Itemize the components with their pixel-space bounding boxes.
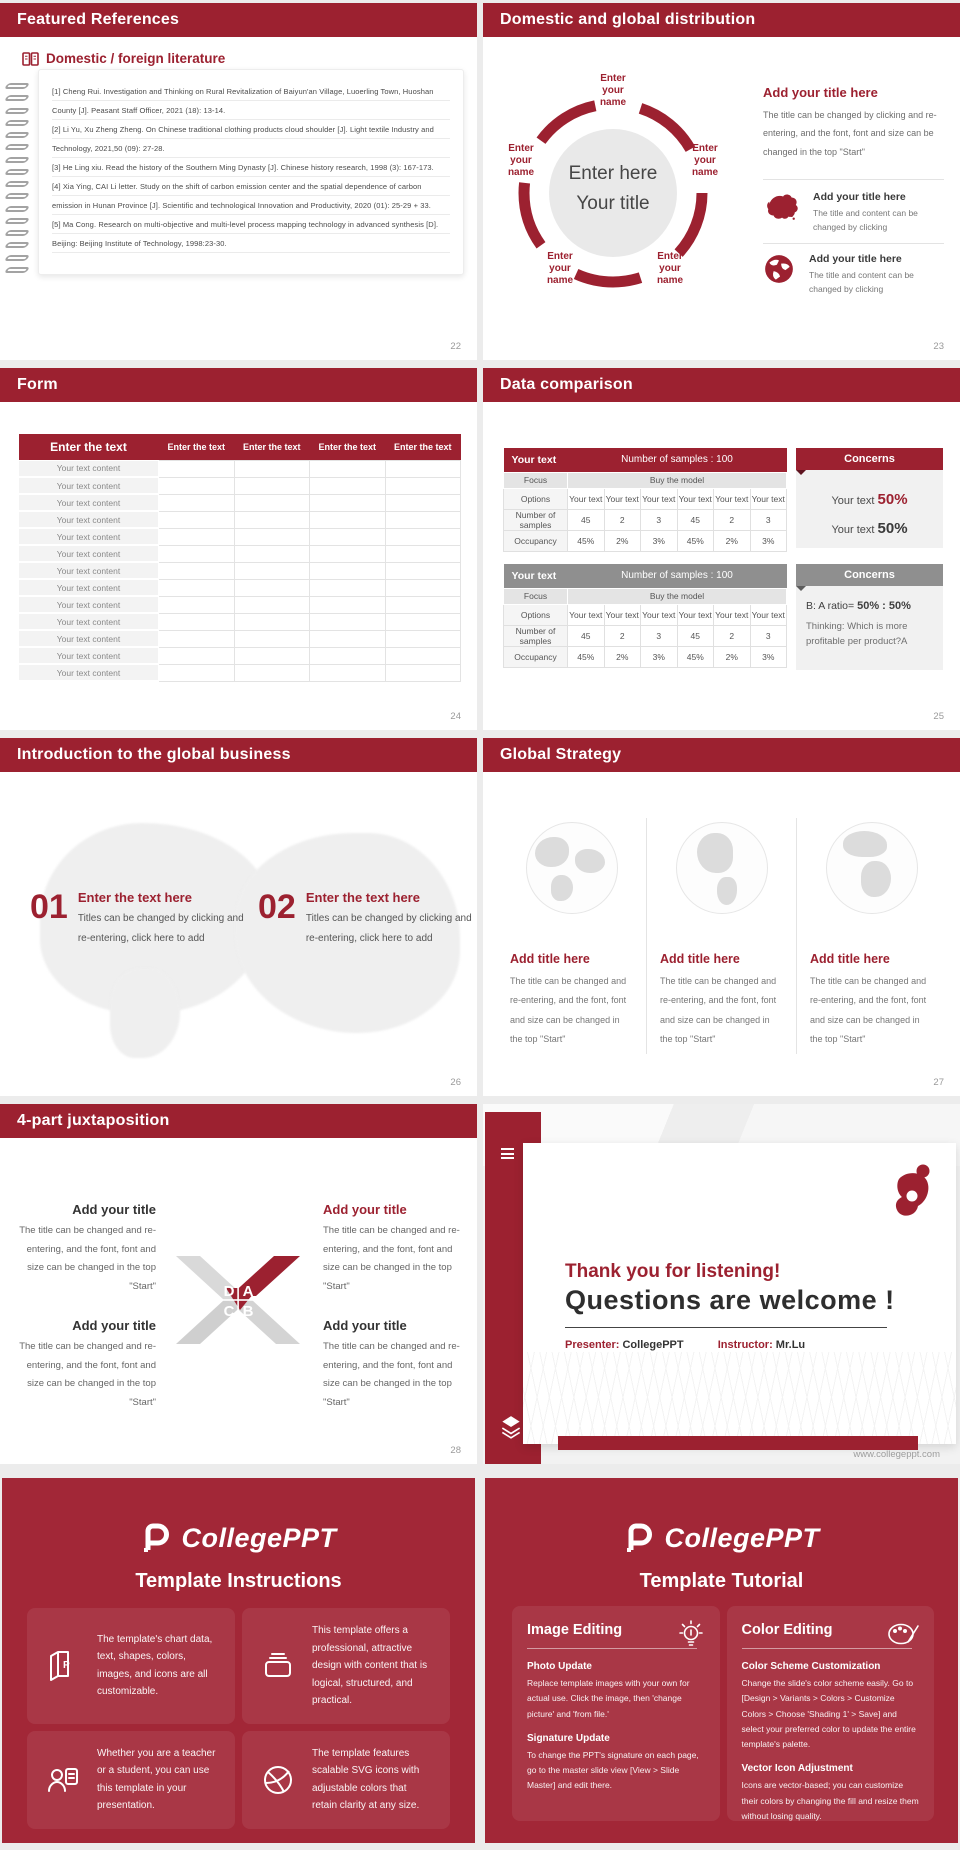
- numbered-item: [30, 890, 248, 949]
- quad-block-top-right: Add your title The title can be changed and re-entering, and the font, font and size can be changed in the top "Start": [323, 1202, 460, 1292]
- letter-a: A: [242, 1283, 254, 1300]
- brand-logo: [2, 1522, 475, 1554]
- diagram-node-label: Enter your name: [546, 251, 574, 286]
- globe-graphic: [826, 822, 918, 914]
- card-heading: Color Editing: [741, 1622, 833, 1638]
- comparison-table-1: Your text Number of samples : 100 Focus Buy the model Options Your text Your text Your text Your text Your text Your text Number of samples 45 2 3 45 2 3 Occupancy 45% 2% 3% 45% 2% 3%: [503, 448, 787, 552]
- panel-heading: Template Instructions: [135, 1570, 342, 1592]
- table-row: Your text content: [19, 613, 461, 630]
- table-header-cell: Enter the text: [19, 434, 159, 460]
- concerns-note: Thinking: Which is more profitable per product?A: [806, 621, 908, 648]
- binder-rings: [6, 83, 28, 273]
- section-body: Icons are vector-based; you can customize their colors by changing the fill and resize them without losing quality.: [741, 1780, 919, 1822]
- website-url: www.collegeppt.com: [853, 1449, 940, 1460]
- letter-b: B: [242, 1303, 254, 1320]
- slide-24-form[interactable]: [0, 368, 477, 730]
- card-red-strip: [558, 1436, 918, 1450]
- page-number: 28: [450, 1445, 461, 1456]
- dribbble-icon: [258, 1760, 298, 1800]
- instruction-card: [242, 1608, 450, 1724]
- diagram-center-line1: Enter here: [568, 163, 658, 184]
- layers-diamond-icon: [498, 1414, 524, 1440]
- chart-pages-icon: [43, 1646, 83, 1686]
- card-text: The template features scalable SVG icons with adjustable colors that retain clarity at any size.: [312, 1747, 420, 1811]
- slide-title: Featured References: [0, 3, 477, 37]
- slide-title: Data comparison: [483, 368, 960, 402]
- table-row: Your text content: [19, 562, 461, 579]
- instructor-value: Mr.Lu: [775, 1339, 806, 1351]
- diagram-center-line2: Your title: [576, 193, 650, 214]
- globe-graphic: [676, 822, 768, 914]
- reference-item: [2] Li Yu, Xu Zheng Zheng. On Chinese traditional clothing products cloud shoulder [J]. Light textile Industry and Technology, 2021,50 (09): 27-28.: [52, 125, 434, 153]
- thank-you-card: [523, 1143, 956, 1444]
- list-item: [763, 191, 945, 234]
- section-heading: [22, 51, 225, 66]
- slide-title: Domestic and global distribution: [483, 3, 960, 37]
- percent-value: 50%: [877, 491, 908, 508]
- column-body: The title can be changed and re-entering, and the font, font and size can be changed in the top "Start": [810, 976, 927, 1045]
- underline-rule: [565, 1327, 887, 1328]
- globe-graphic: [526, 822, 618, 914]
- table-header-cell: Enter the text: [159, 434, 235, 460]
- page-number: 26: [450, 1077, 461, 1088]
- bulb-icon: [676, 1618, 706, 1650]
- diagram-node-label: Enter your name: [507, 143, 535, 178]
- slide-27-global-strategy[interactable]: [483, 738, 960, 1096]
- x-ribbon-graphic: [168, 1252, 308, 1348]
- slide-title: Global Strategy: [483, 738, 960, 772]
- reference-item: [4] Xia Ying, CAI Li letter. Study on the shift of carbon emission center and the spatial dependence of carbon emission in Hunan Province [J]. Scientific and technological Innovation and Productivity, 2020 (01): 25-29 + 33.: [52, 182, 431, 210]
- presenter-line: [565, 1339, 805, 1351]
- slide-23-domestic-global-distribution[interactable]: [483, 3, 960, 360]
- divider: [742, 1648, 912, 1649]
- section-heading-label: Domestic / foreign literature: [46, 51, 226, 66]
- slide-28-4-part-juxtaposition[interactable]: [0, 1104, 477, 1464]
- slide-22-featured-references[interactable]: [0, 3, 477, 360]
- reference-list: [52, 82, 450, 264]
- table-header-cell: Enter the text: [385, 434, 461, 460]
- presenter-value: CollegePPT: [622, 1339, 684, 1351]
- instructor-label: Instructor:: [717, 1339, 773, 1351]
- comparison-table-2: Your text Number of samples : 100 Focus Buy the model Options Your text Your text Your text Your text Your text Your text Number of samples 45 2 3 45 2 3 Occupancy 45% 2% 3% 45% 2% 3%: [503, 564, 787, 668]
- slide-25-data-comparison[interactable]: [483, 368, 960, 730]
- presenter-label: Presenter:: [565, 1339, 620, 1351]
- letter-c: C: [223, 1303, 235, 1320]
- diagram-node-label: Enter your name: [599, 73, 627, 108]
- table-header-cell: Enter the text: [234, 434, 310, 460]
- page-number: 23: [933, 341, 944, 352]
- instruction-card: [27, 1731, 235, 1829]
- column-body: The title can be changed and re-entering, and the font, font and size can be changed in the top "Start": [660, 976, 777, 1045]
- menu-icon: [501, 1148, 514, 1162]
- item-body: Titles can be changed by clicking and re-entering, click here to add: [77, 913, 244, 944]
- instruction-card: [242, 1731, 450, 1829]
- table-row: Your text content: [19, 647, 461, 664]
- ratio-value: 50% : 50%: [857, 600, 911, 612]
- page-number: 24: [450, 711, 461, 722]
- stack-icon: [258, 1646, 298, 1686]
- references-card: [38, 69, 464, 275]
- strategy-column: [646, 818, 796, 1054]
- section-heading: Vector Icon Adjustment: [741, 1763, 853, 1775]
- section-heading: Signature Update: [527, 1732, 610, 1744]
- table-row: Your text content: [19, 528, 461, 545]
- thanks-line-1: Thank you for listening!: [565, 1261, 781, 1282]
- diagram-node-label: Enter your name: [691, 143, 719, 178]
- globe-icon: [763, 253, 795, 285]
- table-row: Your text content: [19, 545, 461, 562]
- column-heading: Add title here: [810, 952, 890, 966]
- section-heading: Photo Update: [527, 1661, 592, 1672]
- panel-template-instructions: [2, 1478, 475, 1843]
- thanks-line-2: Questions are welcome !: [565, 1285, 895, 1315]
- table-row: Your text content: [19, 630, 461, 647]
- collegeppt-logo-icon: [140, 1522, 172, 1554]
- slide-title: Form: [0, 368, 477, 402]
- quad-block-top-left: Add your title The title can be changed and re-entering, and the font, font and size can be changed in the top "Start": [19, 1202, 156, 1292]
- table-row: Your text content: [19, 494, 461, 511]
- brand-name: CollegePPT: [664, 1522, 820, 1553]
- quad-block-bottom-left: Add your title The title can be changed and re-entering, and the font, font and size can be changed in the top "Start": [19, 1318, 156, 1408]
- card-text: Whether you are a teacher or a student, you can use this template in your presentation.: [97, 1747, 216, 1811]
- item-body: The title and content can be changed by clicking: [813, 208, 918, 233]
- circular-diagram: [483, 55, 743, 325]
- section-body: To change the PPT's signature on each page, go to the master slide view [View > Slide Master] and edit there.: [527, 1749, 699, 1791]
- numbered-item: [258, 890, 476, 949]
- svg-text:P: P: [63, 1659, 70, 1671]
- section-body: Replace template images with your own for actual use. Click the image, then 'change picture' and 'from file.': [527, 1678, 690, 1719]
- reference-item: [1] Cheng Rui. Investigation and Thinking on Rural Revitalization of Baiyun'an Village, Luoerling Town, Huoshan County [J]. Peasant Staff Officer, 2021 (18): 13-14.: [52, 87, 434, 115]
- tutorial-card-color-editing: [727, 1606, 935, 1821]
- palette-icon: [886, 1618, 920, 1646]
- item-number: 01: [30, 888, 68, 926]
- panel-heading: Template Tutorial: [639, 1570, 804, 1592]
- item-title: Add your title here: [809, 253, 902, 265]
- mesh-decor: [523, 1352, 956, 1444]
- item-body: The title and content can be changed by clicking: [809, 270, 914, 295]
- teacher-icon: [43, 1760, 83, 1800]
- concerns-box-2: Concerns B: A ratio= 50% : 50% Thinking: Which is more profitable per product?A: [796, 564, 943, 670]
- world-map-background: [110, 968, 180, 1058]
- letter-d: D: [223, 1283, 235, 1300]
- reference-item: [5] Ma Cong. Research on multi-objective and multi-level process mapping technology in advanced synthesis [D]. Beijing: Beijing Institute of Technology, 1998:23-30.: [52, 220, 439, 248]
- page-number: 25: [933, 711, 944, 722]
- column-heading: Add title here: [510, 952, 590, 966]
- item-number: 02: [258, 888, 296, 926]
- divider: [763, 243, 944, 244]
- item-heading: Enter the text here: [305, 890, 420, 905]
- add-title-body: The title can be changed by clicking and re-entering, and the font, font and size can be changed in the top "Start": [763, 110, 937, 157]
- concerns-header: Concerns: [796, 564, 943, 586]
- divider: [763, 179, 944, 180]
- page-number: 22: [450, 341, 461, 352]
- add-title-heading: Add your title here: [763, 85, 878, 100]
- concerns-header: Concerns: [796, 448, 943, 470]
- concerns-box-1: Concerns Your text 50% Your text 50%: [796, 448, 943, 548]
- divider: [527, 1648, 697, 1649]
- slide-title: 4-part juxtaposition: [0, 1104, 477, 1138]
- section-body: Change the slide's color scheme easily. Go to [Design > Variants > Colors > Customize Colors > Choose 'Shading 1' > Save] and select your preferred color to update the entire template's palette.: [741, 1678, 916, 1750]
- panel-template-tutorial: [485, 1478, 958, 1843]
- list-item: [763, 253, 945, 296]
- form-table: [18, 434, 461, 682]
- brand-name: CollegePPT: [181, 1522, 337, 1553]
- card-text: The template's chart data, text, shapes, colors, images, and icons are all customizable.: [97, 1633, 213, 1698]
- strategy-column: [497, 818, 646, 1054]
- china-map-icon: [763, 191, 799, 221]
- item-body: Titles can be changed by clicking and re-entering, click here to add: [305, 913, 472, 944]
- section-heading: Color Scheme Customization: [741, 1661, 881, 1672]
- school-logo: [890, 1163, 934, 1219]
- table-header-cell: Enter the text: [310, 434, 386, 460]
- table-row: Your text content: [19, 511, 461, 528]
- right-column-intro: [763, 85, 945, 161]
- table-row: Your text content: [19, 460, 461, 477]
- card-text: This template offers a professional, attractive design with content that is logical, structured, and practical.: [312, 1625, 428, 1706]
- item-title: Add your title here: [813, 191, 906, 203]
- page-number: 27: [933, 1077, 944, 1088]
- table-row: Your text content: [19, 664, 461, 681]
- table-row: Your text content: [19, 579, 461, 596]
- reference-item: [3] He Ling xiu. Read the history of the Southern Ming Dynasty [J]. Chinese history research, 1998 (3): 167-173.: [52, 163, 434, 172]
- card-heading: Image Editing: [527, 1622, 623, 1638]
- tutorial-card-image-editing: [512, 1606, 720, 1821]
- item-heading: Enter the text here: [77, 890, 192, 905]
- column-body: The title can be changed and re-entering, and the font, font and size can be changed in the top "Start": [510, 976, 627, 1045]
- brand-logo: [485, 1522, 958, 1554]
- slide-title: Introduction to the global business: [0, 738, 477, 772]
- column-heading: Add title here: [660, 952, 740, 966]
- collegeppt-logo-icon: [623, 1522, 655, 1554]
- slide-thank-you[interactable]: [483, 1104, 960, 1464]
- open-book-icon: [22, 52, 39, 66]
- table-row: Your text content: [19, 477, 461, 494]
- strategy-column: [796, 818, 946, 1054]
- table-row: Your text content: [19, 596, 461, 613]
- slide-26-introduction-global-business[interactable]: [0, 738, 477, 1096]
- instruction-card: [27, 1608, 235, 1724]
- quad-block-bottom-right: Add your title The title can be changed and re-entering, and the font, font and size can be changed in the top "Start": [323, 1318, 460, 1408]
- percent-value: 50%: [877, 519, 908, 537]
- diagram-node-label: Enter your name: [656, 251, 684, 286]
